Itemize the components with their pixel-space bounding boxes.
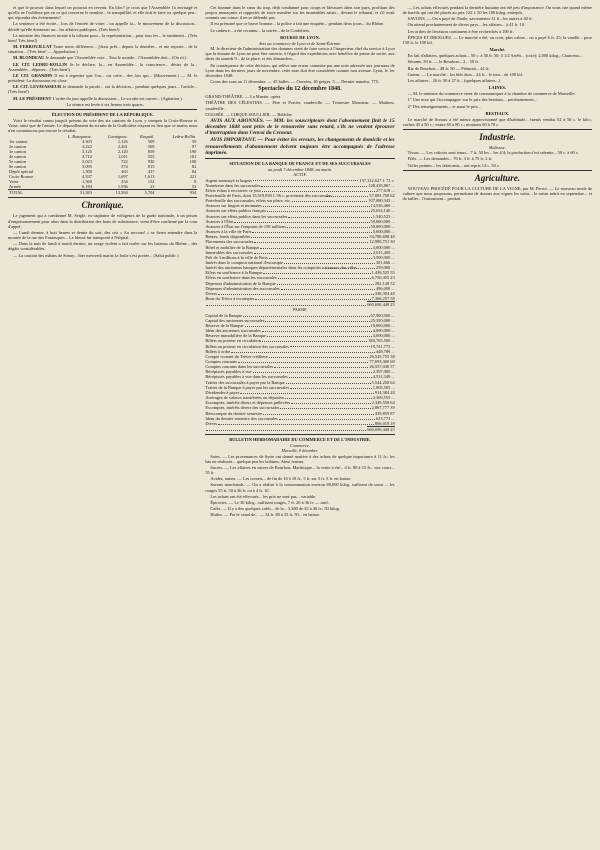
vote-count: 190 bbox=[189, 149, 197, 155]
passif-value: 866,018 18 bbox=[374, 420, 395, 426]
passif-value: 4,000,000 ... bbox=[372, 328, 395, 334]
passif-value: 26,545,755 58 bbox=[369, 353, 395, 359]
vote-count: 3,095 bbox=[82, 164, 92, 170]
passif-value: 19,741,775 ... bbox=[370, 343, 395, 349]
vote-count: 1,613 bbox=[144, 174, 155, 180]
actif-label: Argent monnayé et lingots bbox=[205, 177, 252, 183]
vote-count: 1,697 bbox=[117, 174, 128, 180]
election-intro: Voici le résultat connu jusqu'à présent du vote des six cantons de Lyon, y compris la Croix-Rousse et Vaise, ainsi que de l'armée. Le dépouillement du scrutin de la Guillotière n'ayant eu lieu que ce matin, nous n'en connaissons pas encore le résultat. bbox=[8, 117, 198, 134]
vote-count: 221 bbox=[189, 174, 197, 180]
vote-count: 4,222 bbox=[82, 144, 92, 150]
vote-count: 2,120 bbox=[117, 149, 128, 155]
vote-count: 463 bbox=[121, 169, 128, 175]
vote-count: 2,261 bbox=[117, 144, 128, 150]
actif-value: 7,366,257 58 bbox=[371, 296, 395, 302]
canton-name: Vaise bbox=[9, 179, 19, 185]
bourse-subtitle: Avis au commerce de Lyon et de Saint-Étienne. bbox=[258, 40, 342, 46]
speech-text: Je demande que l'Assemblée vote... Tout le monde... l'Assemblée doit... (On rit.) bbox=[45, 55, 187, 61]
paragraph: Filés. — Les demandes... 70 fr. 3 fr. à 75 fr. 2 fr. bbox=[407, 156, 493, 162]
paragraph: En fait d'affaires, quelques achats... 50 c. à 50 fr. 50; 3 1/2 Arrêts... (cote); 2,000 kilog.; Chartreux... bbox=[407, 53, 583, 59]
passif-label: Idem du dernier semestre des succursales bbox=[205, 415, 278, 421]
actif-value: 259,000 ... bbox=[375, 265, 395, 271]
actif-value: 496,000 ... bbox=[375, 285, 395, 291]
paragraph: 1° Une note qui l'accompagne: sur le prix des bestiaux... prochainement... bbox=[407, 97, 538, 103]
canton-name: 3e canton bbox=[9, 149, 26, 155]
paragraph: Acides, rames. — Les corsets... de fin de 16 à 18 fr., 5 fr. sur 5 fr. 5 fr. en baisse. bbox=[210, 476, 352, 482]
passif-value: 1,065,505 ... bbox=[372, 384, 395, 390]
actif-label: Effets en souffrance à la Banque bbox=[205, 270, 263, 276]
passif-list bbox=[205, 313, 394, 426]
actif-label: Numéraire dans les succursales bbox=[205, 182, 261, 188]
passif-value: 77,693,300 69 bbox=[369, 358, 395, 364]
session-close: La séance est levée à six heures trois quarts. bbox=[66, 101, 144, 107]
election-table bbox=[8, 134, 197, 195]
speech bbox=[8, 84, 197, 94]
passif-label: Réescompte du dernier semestre bbox=[205, 410, 263, 416]
speech-text: Je le déclare, la... en Assemblée... la conscience... désirs de la... Assemblée... déposer... (Très bien!) bbox=[8, 61, 198, 72]
vote-count: 82 bbox=[191, 164, 197, 170]
vote-count: 101 bbox=[189, 154, 197, 160]
vote-count: 1,360 bbox=[82, 179, 92, 185]
passif-label: Réserve de la Banque bbox=[205, 322, 244, 328]
vote-count: 569 bbox=[147, 144, 155, 150]
passif-value: 439,859 87 bbox=[374, 410, 395, 416]
column-2 bbox=[205, 5, 394, 845]
agriculture-title: Agriculture. bbox=[474, 172, 520, 183]
speaker: LE CIT. GRANDIN bbox=[13, 72, 53, 78]
passif-label: Billets au porteur en circulation bbox=[205, 338, 261, 344]
paragraph: Tissus. — Les calicots sont tenus... 7 fr. 50 les... les 4/4; la production s'est ralentie... 50 c. à 60 c. bbox=[407, 150, 579, 156]
actif-list bbox=[205, 178, 394, 302]
passif-value: 2,369,555 ... bbox=[372, 395, 395, 401]
passif-value: 383,765,500 ... bbox=[368, 338, 395, 344]
paragraph: Le marché de Sceaux a été mieux approvisionné que d'habitude... bœufs vendus 52 à 56 c. le kilo.; vaches 45 à 50 c.; veaux 65 à 80 c.; moutons 60 à 70 c. bbox=[402, 116, 592, 127]
total-cell: 31,383 bbox=[50, 190, 93, 196]
actif-value: 25,634,146 ... bbox=[370, 208, 395, 214]
column-3 bbox=[403, 5, 592, 845]
vote-count: 97 bbox=[191, 144, 197, 150]
paragraph: Il est présumé que ce brave homme... la police a fait une enquête... pendant deux jours... du Rhône. bbox=[210, 21, 385, 27]
marche-title: Marché. bbox=[489, 47, 506, 53]
vote-count: 1,126 bbox=[117, 139, 128, 145]
passif-label: Capital des anciennes succursales bbox=[205, 317, 265, 323]
actif-value: 277,618 ... bbox=[375, 187, 395, 193]
actif-value: 1,540,525 ... bbox=[372, 213, 395, 219]
actif-value: 338,304 48 bbox=[374, 290, 395, 296]
actif-label: Portefeuille des succursales, effets sur place, etc. bbox=[205, 198, 291, 204]
actif-value: 57,083,750 62 bbox=[369, 192, 395, 198]
paragraph: Grains. — Le marché... les blés durs... 24 fr... le tout... de 100 kil. bbox=[407, 71, 523, 77]
speaker: M. FERROUILLAT bbox=[13, 44, 52, 50]
canton-name: 6e canton bbox=[9, 164, 26, 170]
passif-label: Escomptes, intérêts divers des succursales bbox=[205, 405, 280, 411]
actif-label: Divers bbox=[205, 290, 218, 296]
vote-count: 6,184 bbox=[82, 184, 92, 190]
passif-value: 2,397,000 ... bbox=[372, 369, 395, 375]
actif-label: Portefeuille de Paris, dont 15,919,830 f. 56 c. provenant des succursales bbox=[205, 192, 332, 198]
paragraph: Les affaires... 26 fr. 50 à 27 fr... (quelques affaires...) bbox=[407, 77, 501, 83]
paragraph: — M. le ministre du commerce vient de communiquer à la chambre de commerce de Marseille: bbox=[407, 91, 576, 97]
passif-label: Traites des succursales à payer par la Banque bbox=[205, 379, 285, 385]
actif-value: 5,000,000 ... bbox=[372, 229, 395, 235]
paragraph: 2° Des renseignements... et aussi le prix... bbox=[407, 103, 482, 109]
passif-value: 2,349,558 64 bbox=[371, 400, 395, 406]
passif-value: 67,900,000 ... bbox=[370, 312, 395, 318]
speech bbox=[8, 96, 197, 101]
actif-label: Immeubles des succursales bbox=[205, 249, 253, 255]
chronique-title: Chronique. bbox=[81, 200, 124, 211]
speech bbox=[8, 44, 197, 54]
passif-label: Traites de la Banque à payer par les succursales bbox=[205, 384, 290, 390]
canton-name: 5e canton bbox=[9, 159, 26, 165]
spectacle-item: THÉÂTRE DES CÉLESTINS. — Père et Portier, vaudeville. — Trimestre Monsieur. — Mathieu, vaudeville. bbox=[205, 100, 395, 111]
paragraph: En conséquence de cette décision, qui relève une erreur commise par une note adressée aux journaux de Lyon dans les derniers jours de novembre, cette note doit être considérée comme non avenue. Lyon, le 1er décembre 1848. bbox=[205, 62, 395, 78]
paragraph: — Lundi dernier, à huit heures et demie du soir, des cris « Au secours! » se firent entendre dans la montée de la rue des Fantasques... Le blessé fut transporté à l'hôpital. bbox=[8, 229, 198, 241]
actif-value: 282,148 52 bbox=[374, 280, 395, 286]
actif-label: Rentes, fonds disponibles bbox=[205, 234, 251, 240]
paragraph: Savons marchands. — On a réalisé à la consommation environ 80,000 kilog. suffisent de soins ... les rouges 55 fr. 50 à 36 fr. ou à 4 fr. 10. bbox=[205, 482, 395, 493]
speech-text: Toute notre différence... j'étais prêt... depuis la dernière... et me reporte... de la situation... (Très bien! — Approbation.) bbox=[8, 44, 198, 55]
paragraph: Riz de Bourbon... 48 fr. 50 — Piémont... 44 fr. bbox=[407, 65, 490, 71]
passif-value: 26,557,040 57 bbox=[369, 364, 395, 370]
divider bbox=[8, 109, 197, 110]
passif-label: Dividendes à payer bbox=[205, 389, 240, 395]
actif-value: 14,536,460 ... bbox=[370, 203, 395, 209]
paragraph: Cafés. — Il y a des quelques cafés... de la... 3,300 de 43 à 46 fr.; 50 kilog. bbox=[210, 506, 340, 512]
passif-label: Idem des anciennes succursales bbox=[205, 328, 261, 334]
canton-name: 2e canton bbox=[9, 144, 26, 150]
paragraph: Cours des sous au 11 décembre. — 45 balles. — Ouvrées, 40 grèges. 5 — Dernier numéro, 775. bbox=[210, 79, 380, 85]
passif-total-row bbox=[205, 426, 394, 432]
actif-label: Avances sur effets publics français bbox=[205, 208, 267, 214]
total-cell: 934 bbox=[156, 190, 198, 196]
passif-value: 10,000,000 ... bbox=[370, 322, 395, 328]
vote-count: 930 bbox=[147, 159, 155, 165]
vote-count: 3,125 bbox=[82, 149, 92, 155]
laines-title: LAINES. bbox=[488, 85, 507, 91]
vote-count: 815 bbox=[147, 164, 155, 170]
speaker: M. LE PRÉSIDENT bbox=[13, 95, 52, 101]
spectacles-title: Spectacles du 12 décembre 1848. bbox=[258, 86, 342, 93]
paragraph: Les achats ont été effectués... les prix ne sont pas... variable. bbox=[210, 493, 317, 499]
passif-label: Capital de la Banque bbox=[205, 312, 243, 318]
paragraph: Soies. — Les provenances de Syrie ont donné matière à des achats de quelque importance à 11 fr.; les bas ne réalisent... quelque peu les bobines. Ainsi fermes. bbox=[205, 453, 395, 464]
paragraph: — Dans la nuit de lundi à mardi dernier, un orage violent a fait rouler sur les bateaux du Rhône... des dégâts considérables. bbox=[8, 241, 198, 252]
passif-label: Billets au porteur en circulation des succursales bbox=[205, 343, 289, 349]
paragraph: et que le pouvoir dans lequel on pourrait en revenir. En bloc? je crois que l'Assemblée l'a envisagé et qu'elle ne l'oubliera pas en ce qui concerne le nombre... la tranquillité, et elle doit le faire ou quelque peu... qui répondra des événements? bbox=[8, 5, 198, 21]
vote-count: 53 bbox=[191, 184, 197, 190]
actif-label: Intérêt des anciennes banques départementales dans les comptoirs nationaux des villes bbox=[205, 265, 358, 271]
paragraph: Le ministre des finances monte à la tribune pour... la représentation... pour tous les... le sentiment... (Très bien! Très bien!) bbox=[8, 32, 198, 43]
speaker: LE CIT. LEVAVASSEUR bbox=[13, 84, 62, 90]
speech bbox=[8, 73, 197, 83]
election-total-row bbox=[8, 190, 197, 196]
paragraph: NOUVEAU PROCÉDÉ POUR LA CULTURE DE LA VIGNE, par M. Perrot. — Le nouveau mode de culture que nous proposons, permettant de donner aux vignes les soins... le raisin mûrit en septembre... et de tailler... l'instrument... produit. bbox=[402, 185, 592, 202]
paragraph: Sésame, 50 fr. — le Bourbon... 2... 50 fr. bbox=[407, 59, 479, 65]
passif-value: 448,789 ... bbox=[375, 348, 395, 354]
actif-label: Dépenses d'administration des succursales bbox=[205, 285, 280, 291]
actif-value: 3,500,000 ... bbox=[372, 254, 395, 260]
actif-value: 2,611,400 ... bbox=[372, 249, 395, 255]
paragraph: Sucres. — Les affaires en sucres de Bourbon, Martinique... la vente a été... 4 fr. 80 à 15 fr... nos cours... 55 fr. bbox=[205, 464, 395, 476]
vote-count: 722 bbox=[121, 159, 128, 165]
canton-name: Armée bbox=[9, 184, 21, 190]
speech-text: Je demande la parole... sur la décision... pendant quelques jours... l'article... (Très bien!) bbox=[8, 84, 198, 95]
passif-label: Récépissés payables à vue bbox=[205, 369, 252, 375]
passif-total: 660,690,448 25 bbox=[367, 427, 395, 432]
actif-label: Effets en souffrance dans les succursales bbox=[205, 275, 277, 281]
passif-value: 914,384 28 bbox=[374, 389, 395, 395]
vote-count: 84 bbox=[191, 169, 197, 175]
vote-count: 1,300 bbox=[82, 169, 92, 175]
bourse-title: BOURSE DE LYON. bbox=[280, 34, 320, 40]
passif-title: PASSIF. bbox=[292, 307, 308, 313]
passif-label: Escomptes, intérêts divers et dépenses prélevées bbox=[205, 400, 291, 406]
vote-count: 100 bbox=[189, 159, 197, 165]
notice-important: AVIS IMPORTANT. — Pour éviter les erreurs, les changements de domicile et les renouvellements d'abonnement doivent toujours être accompagnés de l'adresse imprimée. bbox=[205, 137, 395, 156]
passif-label: Comptes courants dans les succursales bbox=[205, 364, 274, 370]
speech bbox=[8, 55, 197, 60]
total-cell: TOTAL bbox=[8, 190, 50, 196]
actif-value: 50,000,000 ... bbox=[370, 223, 395, 229]
passif-label: Récépissés payables à vue dans les succursales bbox=[205, 374, 288, 380]
passif-label: Divers bbox=[205, 420, 218, 426]
passif-label: Billets à ordre bbox=[205, 348, 231, 354]
actif-title: ACTIF. bbox=[293, 172, 307, 178]
vote-count: 3,023 bbox=[82, 159, 92, 165]
bulletin-place: Marseille, 8 décembre. bbox=[281, 448, 319, 454]
passif-label: Arrérages de valeurs transférées ou déposées bbox=[205, 395, 285, 401]
speech-text: Il est à regretter que l'on... car cette... des lois qui... (Mouvement.) — M. le président: La discussion est close. bbox=[8, 72, 198, 84]
column-1 bbox=[8, 5, 197, 845]
passif-value: 25,350,000 ... bbox=[370, 317, 395, 323]
spectacle-item: GRAND-THÉÂTRE. — La Muette, opéra. bbox=[205, 94, 282, 100]
divider bbox=[205, 434, 394, 435]
notice-subscribers: AVIS AUX ABONNÉS. — MM. les souscripteurs dont l'abonnement finit le 15 décembre 1848 sont priés de le renouveler sans retard, s'ils ne veulent éprouver d'interruption dans l'envoi du Censeur. bbox=[205, 117, 395, 137]
canton-name: Dépôt spécial bbox=[9, 169, 34, 175]
passif-label: Comptes courants bbox=[205, 358, 237, 364]
vote-count: 254 bbox=[121, 179, 128, 185]
actif-value: 137,312,627 f. 71 c. bbox=[359, 177, 395, 183]
banque-title: SITUATION DE LA BANQUE DE FRANCE ET DE SES SUCCURSALES bbox=[229, 161, 371, 167]
paragraph: Huiles. — Par le canal de... — 34 fr. 80 à 35 fr. 50... en baisse. bbox=[210, 512, 321, 518]
speaker: LE CIT. LEDRU-ROLLIN bbox=[13, 61, 68, 67]
actif-label: Avances à l'État bbox=[205, 218, 234, 224]
bulletin-title: BULLETIN HEBDOMADAIRE DU COMMERCE ET DE L'INDUSTRIE. bbox=[229, 437, 371, 443]
election-header: Ledru-Rollin. bbox=[172, 134, 197, 140]
actif-label: Effets échus à recouvrer ce jour bbox=[205, 187, 261, 193]
paragraph: M. le directeur de l'administration des douanes vient de faire savoir à l'inspecteur chef du service à Lyon que la douane de Lyon ne peut être ouverte, à l'égard des expéditions avec bénéfice de prime de sortie, aux dates du samedi 9... de la place, et des dimanches... bbox=[205, 46, 395, 62]
paragraph: ÉPICES ET DROGUES. — Le marché a été, on croit, plus calme... on a payé 6 fr. 25; la vanille... pour 150 fr. le 100 kil. bbox=[402, 34, 592, 45]
bestiaux-title: BESTIAUX. bbox=[485, 110, 510, 116]
passif-value: 5,544,258 64 bbox=[371, 379, 395, 385]
passif-label: Réserve immobilière de la Banque bbox=[205, 333, 267, 339]
vote-count: 4,337 bbox=[82, 174, 92, 180]
vote-count: 1,011 bbox=[118, 154, 128, 160]
vote-count: 8 bbox=[194, 179, 197, 185]
election-header: L. Bonaparte. bbox=[67, 134, 92, 140]
actif-label: Avances sur lingots et monnaies bbox=[205, 203, 262, 209]
actif-value: 50,000,000 ... bbox=[370, 218, 395, 224]
industrie-place: Mulhouse. bbox=[488, 145, 506, 151]
vote-count: 59 bbox=[191, 139, 197, 145]
passif-label: Compte courant du Trésor créditeur bbox=[205, 353, 269, 359]
speaker: M. BLONDEAU bbox=[13, 55, 45, 61]
total-cell: 5,704 bbox=[129, 190, 156, 196]
actif-value: 128,435,867 ... bbox=[368, 182, 395, 188]
actif-value: 4,000,000 ... bbox=[372, 244, 395, 250]
election-title: ÉLECTION DU PRÉSIDENT DE LA RÉPUBLIQUE. bbox=[51, 111, 154, 117]
paragraph: On attend prochainement de divers pays... les affaires... à 41 fr. 10. bbox=[407, 22, 525, 28]
vote-count: 555 bbox=[147, 154, 155, 160]
canton-name: 4e canton bbox=[9, 154, 26, 160]
actif-total: 660,690,448 25 bbox=[367, 302, 395, 308]
election-header: Raspail. bbox=[139, 134, 155, 140]
paragraph: SAVONS. — On a payé de l'huile, savonneries 31 fr.; les autres à 40 fr. bbox=[407, 16, 533, 22]
passif-value: 4,000,000 ... bbox=[372, 333, 395, 339]
paragraph: — Les achats effectués pendant la dernière huitaine ont été peu d'importance. On nous cite quand même de baréils qui ont été placés au prix 122 f. 50 les 100 kilog. entrepôt. bbox=[402, 5, 592, 16]
actif-label: Hôtel et mobilier de la Banque bbox=[205, 244, 260, 250]
divider bbox=[403, 170, 592, 171]
actif-value: 301,666 ... bbox=[375, 260, 395, 265]
divider bbox=[403, 129, 592, 130]
actif-value: 34,780,698 48 bbox=[369, 234, 395, 240]
vote-count: 1,936 bbox=[117, 184, 128, 190]
passif-value: 2,867,777 39 bbox=[371, 405, 395, 411]
actif-label: Bons du Trésor à escompter bbox=[205, 296, 255, 302]
canton-name: 1er canton bbox=[9, 139, 28, 145]
actif-label: Avances sur effets publics dans les succursales bbox=[205, 213, 288, 219]
actif-label: Avances à la ville de Paris bbox=[205, 229, 252, 235]
vote-count: 3,303 bbox=[82, 139, 92, 145]
paragraph: La sentence a été écrite... lors de l'entrée de votre... on appelle la... le mouvement de la discussion... décidé qu'elle donnerait au... les affaires publiques. (Très bien!) bbox=[8, 21, 198, 32]
paragraph: — La caution des mâtins de Sonay... hier mercredi matin; la foule s'est portée... (Salut public.) bbox=[13, 252, 179, 258]
actif-label: Placements des succursales bbox=[205, 239, 254, 245]
banque-date: au jeudi 7 décembre 1848, au matin. bbox=[267, 167, 333, 173]
spectacle-item: COLISÉE. — CIRQUE SOULLIER. — Relâche. bbox=[205, 111, 293, 117]
vote-count: 417 bbox=[147, 169, 155, 175]
total-cell: 13,384 bbox=[93, 190, 129, 196]
divider bbox=[8, 197, 197, 198]
actif-value: 1,439,525 55 bbox=[371, 270, 395, 276]
passif-value: 4,531,349 ... bbox=[372, 374, 395, 380]
industrie-title: Industrie. bbox=[479, 132, 516, 143]
actif-value: 12,980,751 30 bbox=[369, 239, 395, 245]
election-header: Cavaignac. bbox=[107, 134, 128, 140]
speech-text: L'ordre du jour appelle la discussion... Le scrutin est ouvert... (Agitation.) bbox=[52, 95, 182, 101]
vote-count: 509 bbox=[147, 139, 155, 145]
actif-label: Dépenses d'administration de la Banque bbox=[205, 280, 276, 286]
actif-value: 6,750,455 23 bbox=[371, 275, 395, 281]
paragraph: Les ordres de livraison continuent à être recherchés à 100 fr. bbox=[407, 28, 514, 34]
vote-count: 152 bbox=[147, 179, 155, 185]
bulletin-subtitle: Commerce. bbox=[290, 443, 310, 449]
vote-count: 859 bbox=[147, 149, 155, 155]
paragraph: Cet homme dans le cœur du trap, déjà condamné pour coups et blessures dans son pays, profitant des propos menaçants et rapportés de toute manière sur les immeubles saisis... devant le tribunal, et s'il avait commis son crime, il ne se défendit pas. bbox=[205, 5, 395, 21]
actif-value: 107,080,343 ... bbox=[368, 198, 395, 204]
actif-label: Intérêt dans le comptoir national d'escompte bbox=[205, 260, 284, 265]
vote-count: 23 bbox=[150, 184, 155, 190]
passif-value: 623,773 ... bbox=[375, 415, 395, 421]
speech bbox=[8, 62, 197, 72]
paragraph: Le jugement qui a condamné M. Seigle, ex-capitaine de voltigeurs de la garde nationale, à un prison d'emprisonnement pour abus dans la distribution des bons de subsistance, vient d'être confirmé par la cour d'appel. bbox=[8, 213, 198, 229]
paragraph: Épiceries. — Le 30 kilog., suffisent rouges, 7 fr. 20 à 36 fr. — tarif. bbox=[210, 499, 329, 505]
vote-count: 574 bbox=[121, 164, 128, 170]
paragraph: Le cadavre... a été reconnu... la soirée... de la Cordeliers. bbox=[210, 27, 310, 33]
canton-name: Croix-Rousse bbox=[9, 174, 34, 180]
actif-label: Avances à l'État sur l'emprunt de 150 millions bbox=[205, 223, 286, 229]
vote-count: 2,712 bbox=[82, 154, 92, 160]
actif-label: Prêt de 3 millions à la ville de Paris bbox=[205, 254, 268, 260]
divider bbox=[205, 158, 394, 159]
paragraph: Toiles peintes... les fabricants... ont repris 14 c. 50 c. bbox=[407, 162, 500, 168]
